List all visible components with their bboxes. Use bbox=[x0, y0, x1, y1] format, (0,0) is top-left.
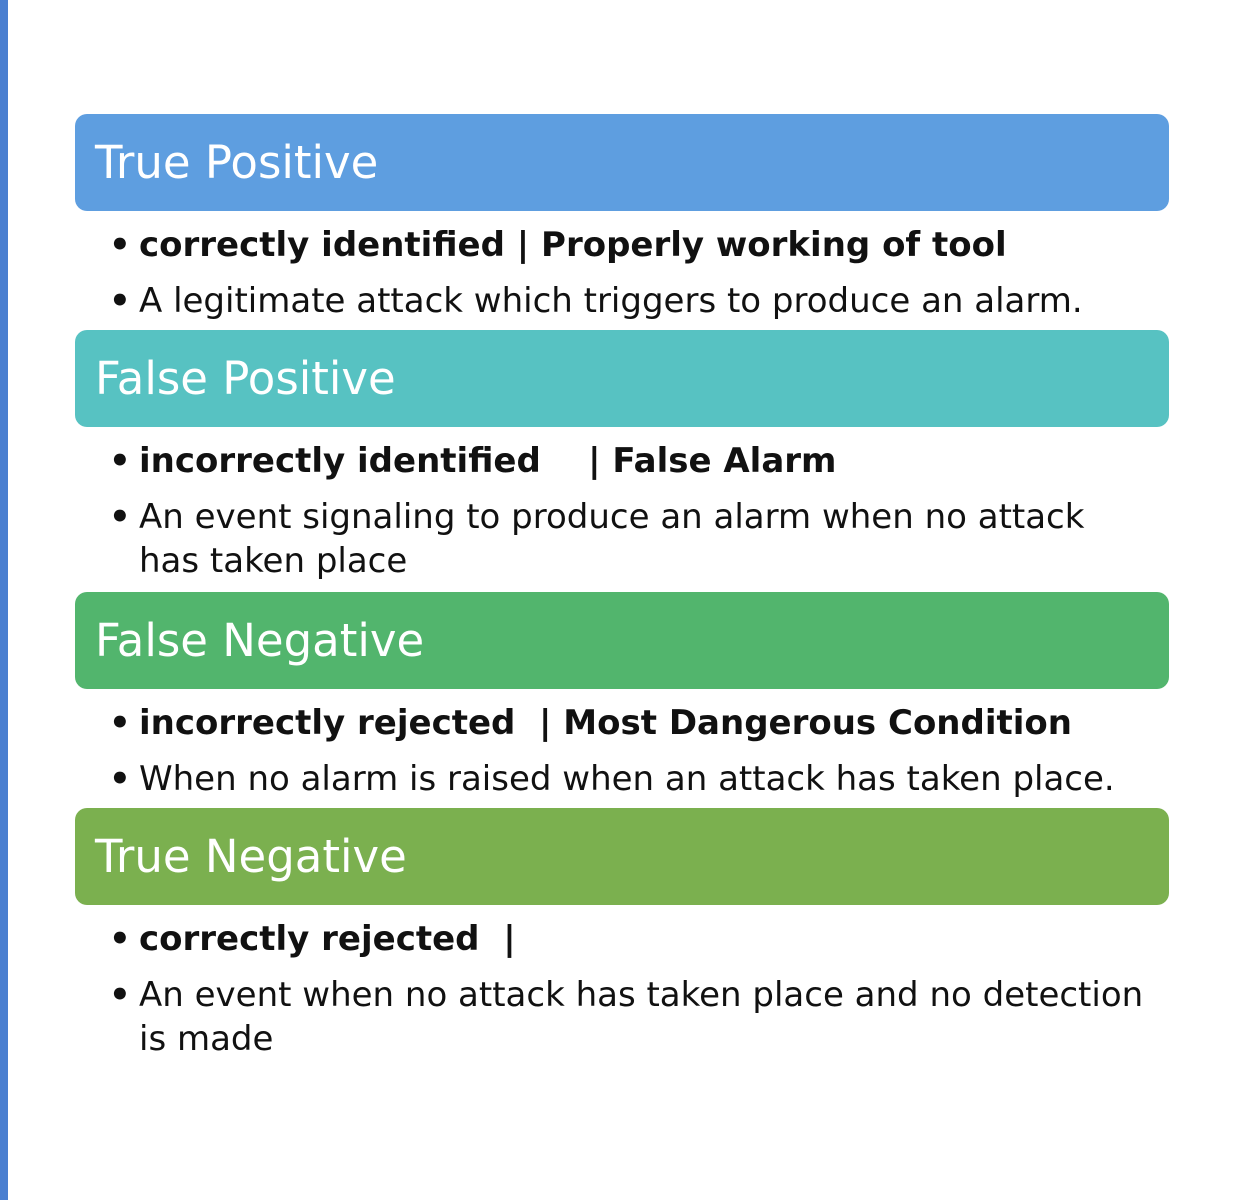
bullet-item: • incorrectly identified | False Alarm bbox=[75, 439, 1169, 483]
section-false-positive bbox=[75, 330, 1169, 583]
section-header-false-negative: False Negative bbox=[75, 592, 1169, 689]
section-header-false-positive: False Positive bbox=[75, 330, 1169, 427]
bullet-item: • correctly identified | Properly working of tool bbox=[75, 223, 1169, 267]
bullet-list-true-positive bbox=[75, 223, 1169, 323]
section-header-true-positive: True Positive bbox=[75, 114, 1169, 211]
bullet-item: • correctly rejected | bbox=[75, 917, 1169, 961]
bullet-item: • incorrectly rejected | Most Dangerous Condition bbox=[75, 701, 1169, 745]
bullet-item: • A legitimate attack which triggers to produce an alarm. bbox=[75, 279, 1169, 323]
section-header-true-negative: True Negative bbox=[75, 808, 1169, 905]
bullet-list-true-negative bbox=[75, 917, 1169, 1061]
bullet-item: • An event signaling to produce an alarm when no attack has taken place bbox=[75, 495, 1099, 583]
section-false-negative bbox=[75, 592, 1169, 801]
bullet-item: • When no alarm is raised when an attack has taken place. bbox=[75, 757, 1169, 801]
section-true-positive bbox=[75, 114, 1169, 323]
section-true-negative bbox=[75, 808, 1169, 1061]
left-accent-strip bbox=[0, 0, 8, 1200]
bullet-list-false-negative bbox=[75, 701, 1169, 801]
bullet-list-false-positive bbox=[75, 439, 1169, 583]
bullet-item: • An event when no attack has taken place and no detection is made bbox=[75, 973, 1149, 1061]
